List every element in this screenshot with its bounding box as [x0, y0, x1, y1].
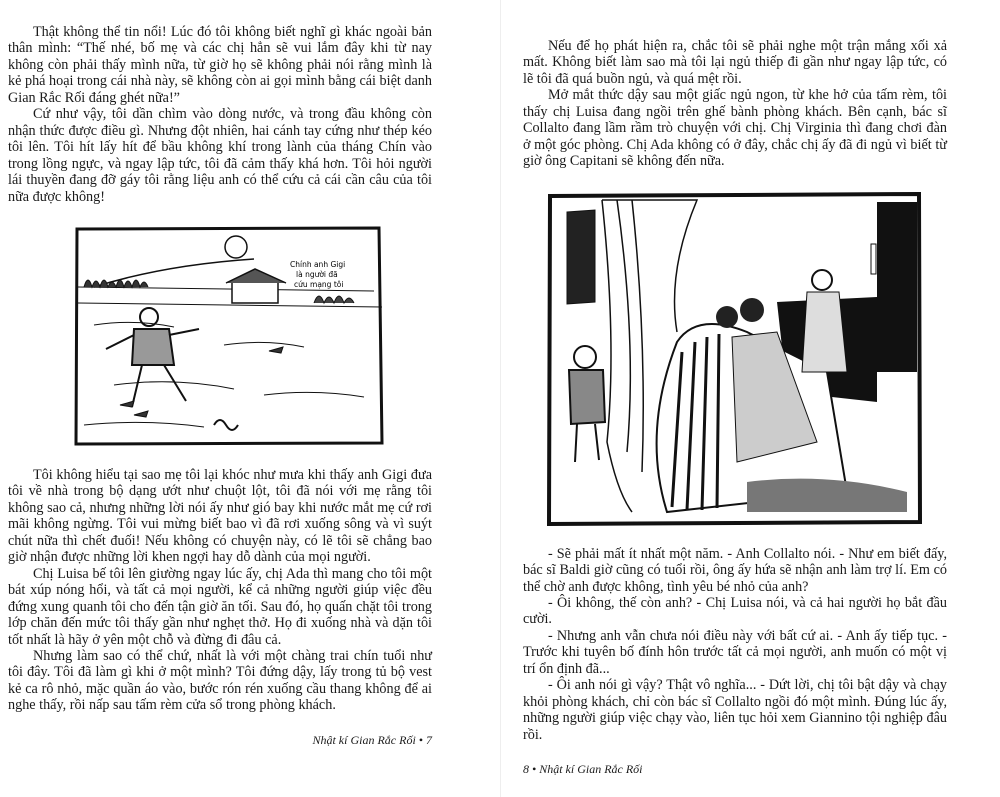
paragraph: - Sẽ phải mất ít nhất một năm. - Anh Collalto nói. - Như em biết đấy, bác sĩ Baldi giờ cũng có tuổi rồi, ông ấy hứa sẽ nhận anh làm trợ lí. Em có thể chờ anh được không, tình yêu bé nhỏ của anh? — [523, 545, 947, 595]
right-page — [500, 0, 1000, 797]
paragraph: Thật không thể tin nổi! Lúc đó tôi không biết nghĩ gì khác ngoài bản thân mình: “Thế nhé, bố mẹ và các chị hẳn sẽ vui lắm đây khi từ nay không còn phải thấy mình nữa, từ giờ họ sẽ không phải nói rằng mình là kẻ phá hoại trong cái nhà này, sẽ không còn ai gọi mình bằng cái biệt danh Gian Rắc Rối đáng ghét nữa!” — [8, 24, 432, 106]
paragraph: - Ôi không, thế còn anh? - Chị Luisa nói, và cả hai người họ bắt đầu cười. — [523, 594, 947, 628]
paragraph: Cứ như vậy, tôi dần chìm vào dòng nước, và trong đầu không còn nhận thức được điều gì. Nhưng đột nhiên, hai cánh tay cứng như thép kéo tôi lên. Tôi hít lấy hít để bầu không khí trong lành của tháng Chín vào trong lồng ngực, và ngay lập tức, tôi đã cảm thấy khá hơn. Tôi hỏi người lái thuyền đang đỡ gáy tôi rằng liệu anh có thể cứu cả cái cần câu của tôi nữa được không! — [8, 106, 432, 205]
page-footer: Nhật kí Gian Rắc Rối • 7 — [312, 732, 432, 747]
text-block-top — [523, 38, 947, 170]
left-page — [0, 0, 500, 768]
text-block-bottom — [523, 546, 947, 743]
boy-behind-curtain — [569, 346, 605, 462]
paragraph: Mở mắt thức dậy sau một giấc ngủ ngon, từ khe hở của tấm rèm, tôi thấy chị Luisa đang ngồi trên ghế bành phòng khách. Bên cạnh, bác sĩ Collalto đang lầm rầm trò chuyện với chị. Chị Virginia thì đang chơi đàn ở một góc phòng. Chị Ada không có ở đây, chắc chị ấy đã đi ngủ vì biết từ giờ ông Capitani sẽ không đến nữa. — [523, 87, 947, 170]
paragraph: - Nhưng anh vẫn chưa nói điều này với bất cứ ai. - Anh ấy tiếp tục. - Trước khi tuyên bố đính hôn trước tất cả mọi người, anh muốn có một vị trí ổn định đã... — [523, 627, 947, 677]
paragraph: Chị Luisa bế tôi lên giường ngay lúc ấy, chị Ada thì mang cho tôi một bát xúp nóng hổi, và tất cả mọi người, kể cả những người giúp việc đều đứng xung quanh tôi cho đến tận giờ ăn tối. Sau đó, họ quấn chặt tôi trong lớp chăn đến mức tôi thấy gần như nghẹt thở. Họ đi xuống nhà và dặn tôi tốt nhất là hãy ở yên một chỗ và đừng đi đâu cả. — [8, 565, 432, 648]
page-footer: 8 • Nhật kí Gian Rắc Rối — [523, 762, 643, 777]
illustration-caption: Chính anh Gigi là người đã cứu mạng tôi — [290, 259, 346, 289]
paragraph: Nhưng làm sao có thể chứ, nhất là với một chàng trai chín tuổi như tôi đây. Tôi đã làm gì khi ở một mình? Tôi đứng dậy, lấy trong tủ bộ vest kẻ ca rô nhỏ, mặc quần áo vào, bước rón rén xuống cầu thang không để ai nghe thấy, rồi nấp sau tấm rèm cửa sổ trong phòng khách. — [8, 647, 432, 714]
paragraph: - Ôi anh nói gì vậy? Thật vô nghĩa... - Dứt lời, chị tôi bật dậy và chạy khỏi phòng khách, chỉ còn bác sĩ Collalto ngồi đó một mình. Đúng lúc ấy, những người giúp việc chạy vào, liên tục hỏi xem Giannino tội nghiệp đâu rồi. — [523, 677, 947, 743]
paragraph: Tôi không hiểu tại sao mẹ tôi lại khóc như mưa khi thấy anh Gigi đưa tôi về nhà trong bộ dạng ướt như chuột lột, tôi đã nói với mẹ rằng tôi không sao cả, nhưng những lời nói ấy như gió bay khi nước mắt mẹ cứ rơi mãi không ngừng. Tôi vui mừng biết bao vì đã rơi xuống sông và vì suýt chút nữa thì chết đuối! Nếu không có chuyện này, có lẽ tôi sẽ chẳng bao giờ nhận được những lời khen ngợi hay dỗ dành của mọi người. — [8, 466, 432, 566]
text-block-top — [8, 24, 432, 205]
illustration-living-room — [547, 192, 923, 526]
illustration-river-rescue — [74, 225, 386, 447]
paragraph: Nếu để họ phát hiện ra, chắc tôi sẽ phải nghe một trận mắng xối xả mất. Không biết làm sao mà tôi lại ngủ thiếp đi gần như ngay lập tức, có lẽ tôi đã quá buồn ngủ, và quá mệt rồi. — [523, 38, 947, 87]
text-block-bottom — [8, 467, 432, 714]
